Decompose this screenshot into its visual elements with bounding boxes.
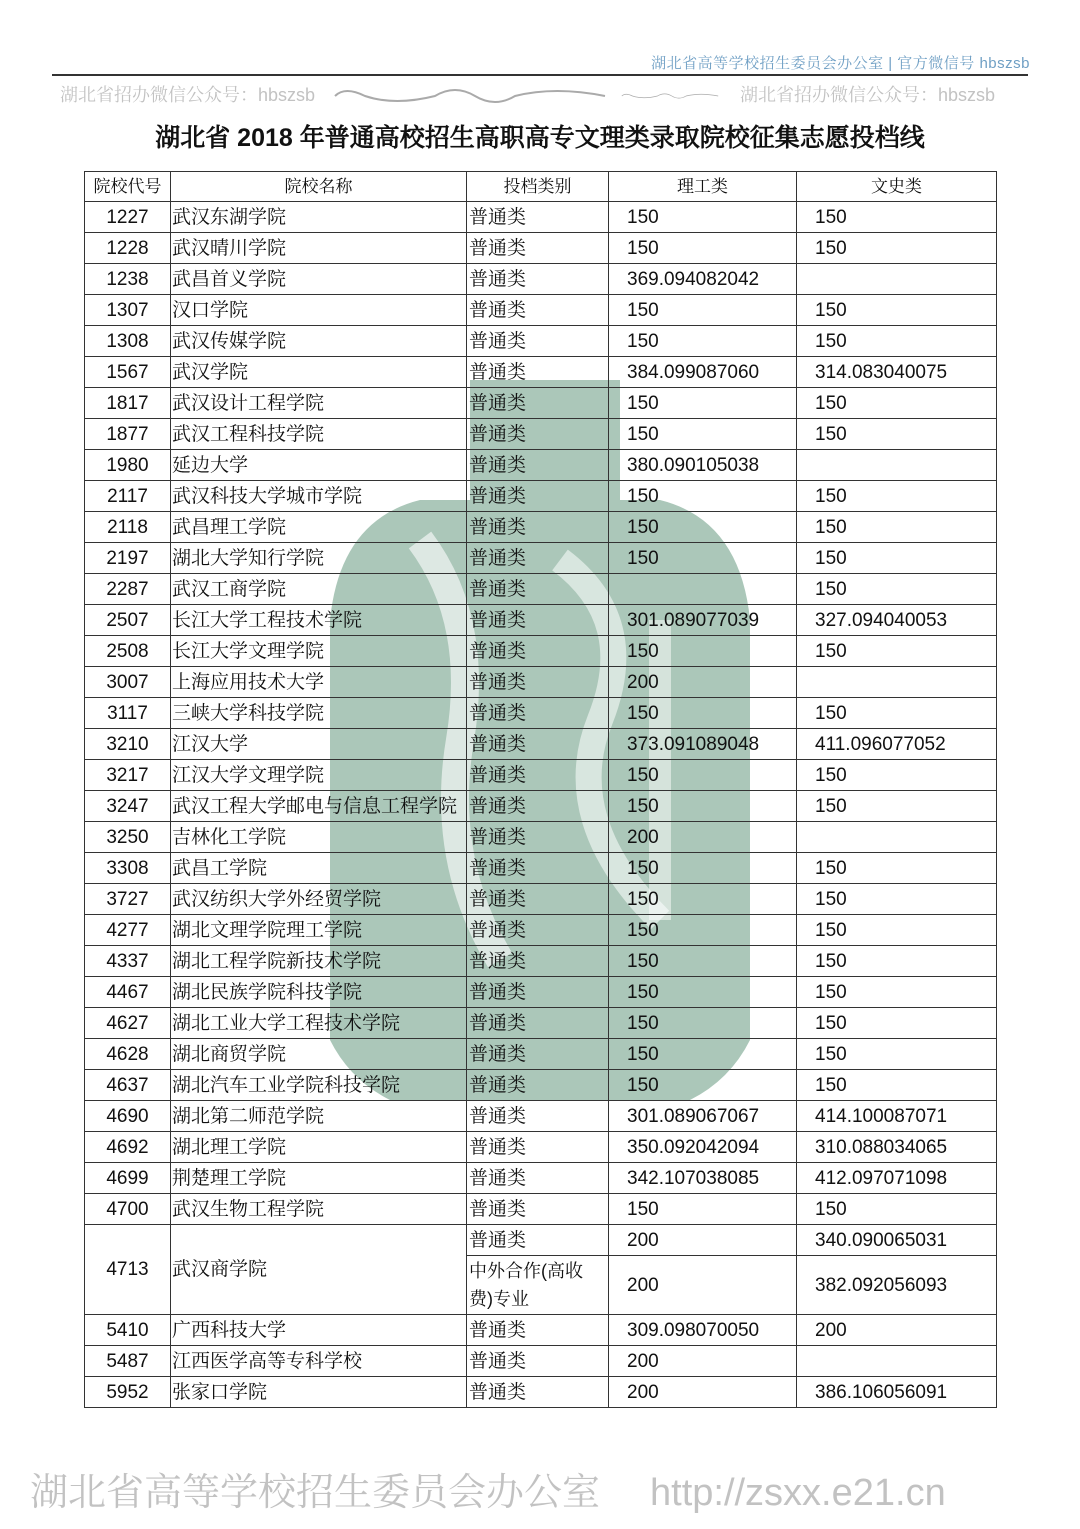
school-code-cell: 4637 — [85, 1070, 171, 1101]
science-score-cell: 380.090105038 — [609, 450, 797, 481]
arts-score-cell — [797, 450, 997, 481]
arts-score-cell: 150 — [797, 791, 997, 822]
school-name-cell: 湖北第二师范学院 — [171, 1101, 467, 1132]
school-code-cell: 2117 — [85, 481, 171, 512]
arts-score-cell: 150 — [797, 295, 997, 326]
science-score-cell: 150 — [609, 1194, 797, 1225]
admission-type-cell: 普通类 — [467, 357, 609, 388]
school-code-cell: 3250 — [85, 822, 171, 853]
school-code-cell: 2508 — [85, 636, 171, 667]
science-score-cell: 369.094082042 — [609, 264, 797, 295]
arts-score-cell: 386.106056091 — [797, 1377, 997, 1408]
science-score-cell: 150 — [609, 915, 797, 946]
table-row — [85, 419, 997, 450]
table-row — [85, 1101, 997, 1132]
science-score-cell: 200 — [609, 1225, 797, 1256]
school-code-cell: 4692 — [85, 1132, 171, 1163]
school-name-cell: 汉口学院 — [171, 295, 467, 326]
school-name-cell: 湖北民族学院科技学院 — [171, 977, 467, 1008]
admission-type-cell: 普通类 — [467, 977, 609, 1008]
admission-type-cell: 普通类 — [467, 1346, 609, 1377]
admission-table — [84, 171, 997, 1408]
school-name-cell: 湖北工业大学工程技术学院 — [171, 1008, 467, 1039]
school-name-cell: 张家口学院 — [171, 1377, 467, 1408]
school-name-cell: 武汉工商学院 — [171, 574, 467, 605]
column-header-arts: 文史类 — [797, 172, 997, 202]
science-score-cell — [609, 574, 797, 605]
arts-score-cell — [797, 667, 997, 698]
arts-score-cell: 150 — [797, 698, 997, 729]
table-row — [85, 1377, 997, 1408]
table-row — [85, 543, 997, 574]
school-name-cell: 武汉晴川学院 — [171, 233, 467, 264]
science-score-cell: 384.099087060 — [609, 357, 797, 388]
table-row — [85, 357, 997, 388]
science-score-cell: 150 — [609, 946, 797, 977]
admission-type-cell: 普通类 — [467, 605, 609, 636]
admission-type-cell: 普通类 — [467, 1039, 609, 1070]
arts-score-cell: 414.100087071 — [797, 1101, 997, 1132]
watermark-office: 湖北省高等学校招生委员会办公室 — [30, 1472, 601, 1514]
arts-score-cell: 340.090065031 — [797, 1225, 997, 1256]
table-row — [85, 1346, 997, 1377]
swirl-ornament-icon — [330, 84, 610, 108]
admission-type-cell: 普通类 — [467, 791, 609, 822]
science-score-cell: 150 — [609, 233, 797, 264]
table-body — [85, 202, 997, 1408]
admission-type-cell: 普通类 — [467, 1163, 609, 1194]
page-title: 湖北省 2018 年普通高校招生高职高专文理类录取院校征集志愿投档线 — [155, 124, 925, 152]
science-score-cell: 150 — [609, 1008, 797, 1039]
arts-score-cell: 412.097071098 — [797, 1163, 997, 1194]
science-score-cell: 150 — [609, 202, 797, 233]
table-row — [85, 822, 997, 853]
school-name-cell: 武汉东湖学院 — [171, 202, 467, 233]
table-row — [85, 1194, 997, 1225]
school-code-cell: 2118 — [85, 512, 171, 543]
school-code-cell: 1238 — [85, 264, 171, 295]
school-code-cell: 1308 — [85, 326, 171, 357]
school-code-cell: 3247 — [85, 791, 171, 822]
admission-type-cell: 普通类 — [467, 1008, 609, 1039]
column-header-name: 院校名称 — [171, 172, 467, 202]
school-name-cell: 三峡大学科技学院 — [171, 698, 467, 729]
science-score-cell: 342.107038085 — [609, 1163, 797, 1194]
arts-score-cell: 150 — [797, 543, 997, 574]
table-row — [85, 1315, 997, 1346]
science-score-cell: 373.091089048 — [609, 729, 797, 760]
science-score-cell: 150 — [609, 388, 797, 419]
science-score-cell: 150 — [609, 977, 797, 1008]
school-name-cell: 武汉科技大学城市学院 — [171, 481, 467, 512]
admission-type-cell: 普通类 — [467, 698, 609, 729]
science-score-cell: 200 — [609, 1346, 797, 1377]
school-name-cell: 武昌工学院 — [171, 853, 467, 884]
admission-type-cell: 普通类 — [467, 202, 609, 233]
table-row — [85, 481, 997, 512]
table-row — [85, 667, 997, 698]
table-row — [85, 295, 997, 326]
arts-score-cell: 150 — [797, 1039, 997, 1070]
admission-type-cell: 普通类 — [467, 326, 609, 357]
school-code-cell: 5410 — [85, 1315, 171, 1346]
school-code-cell: 1980 — [85, 450, 171, 481]
arts-score-cell: 150 — [797, 388, 997, 419]
school-code-cell: 1817 — [85, 388, 171, 419]
table-row — [85, 729, 997, 760]
table-row — [85, 1008, 997, 1039]
school-code-cell: 2507 — [85, 605, 171, 636]
table-row — [85, 605, 997, 636]
admission-type-cell: 普通类 — [467, 481, 609, 512]
admission-type-cell: 普通类 — [467, 1225, 609, 1256]
watermark-wechat-top: 湖北省招办微信公众号：hbszsb — [60, 85, 316, 105]
admission-type-cell: 普通类 — [467, 915, 609, 946]
science-score-cell: 150 — [609, 295, 797, 326]
arts-score-cell: 150 — [797, 884, 997, 915]
table-row — [85, 1225, 997, 1256]
school-code-cell: 5952 — [85, 1377, 171, 1408]
table-row — [85, 264, 997, 295]
arts-score-cell: 411.096077052 — [797, 729, 997, 760]
table-row — [85, 388, 997, 419]
science-score-cell: 150 — [609, 326, 797, 357]
school-code-cell: 4690 — [85, 1101, 171, 1132]
arts-score-cell — [797, 1346, 997, 1377]
school-name-cell: 长江大学文理学院 — [171, 636, 467, 667]
school-name-cell: 湖北理工学院 — [171, 1132, 467, 1163]
science-score-cell: 200 — [609, 1256, 797, 1315]
school-code-cell: 4699 — [85, 1163, 171, 1194]
table-header-row — [85, 172, 997, 202]
school-name-cell: 湖北工程学院新技术学院 — [171, 946, 467, 977]
school-code-cell: 3117 — [85, 698, 171, 729]
arts-score-cell: 314.083040075 — [797, 357, 997, 388]
table-row — [85, 512, 997, 543]
admission-type-cell: 普通类 — [467, 946, 609, 977]
admission-type-cell: 普通类 — [467, 729, 609, 760]
school-code-cell: 1228 — [85, 233, 171, 264]
school-code-cell: 4467 — [85, 977, 171, 1008]
admission-type-cell: 普通类 — [467, 233, 609, 264]
science-score-cell: 150 — [609, 884, 797, 915]
school-name-cell: 江汉大学 — [171, 729, 467, 760]
watermark-url: http://zsxx.e21.cn — [650, 1472, 946, 1514]
header-org-text: 湖北省高等学校招生委员会办公室 | 官方微信号 hbszsb — [651, 55, 1030, 72]
science-score-cell: 200 — [609, 1377, 797, 1408]
school-code-cell: 2287 — [85, 574, 171, 605]
arts-score-cell: 150 — [797, 853, 997, 884]
school-name-cell: 湖北汽车工业学院科技学院 — [171, 1070, 467, 1101]
school-name-cell: 武昌首义学院 — [171, 264, 467, 295]
table-row — [85, 760, 997, 791]
school-code-cell: 5487 — [85, 1346, 171, 1377]
table-row — [85, 946, 997, 977]
school-code-cell: 4700 — [85, 1194, 171, 1225]
arts-score-cell: 150 — [797, 1008, 997, 1039]
table-row — [85, 1070, 997, 1101]
admission-type-cell: 普通类 — [467, 853, 609, 884]
arts-score-cell: 150 — [797, 574, 997, 605]
school-code-cell: 3217 — [85, 760, 171, 791]
science-score-cell: 150 — [609, 1070, 797, 1101]
arts-score-cell: 150 — [797, 636, 997, 667]
admission-type-cell: 普通类 — [467, 1315, 609, 1346]
arts-score-cell: 310.088034065 — [797, 1132, 997, 1163]
school-name-cell: 武昌理工学院 — [171, 512, 467, 543]
admission-type-cell: 中外合作(高收费)专业 — [467, 1256, 609, 1315]
admission-type-cell: 普通类 — [467, 1194, 609, 1225]
admission-type-cell: 普通类 — [467, 1070, 609, 1101]
science-score-cell: 150 — [609, 1039, 797, 1070]
admission-type-cell: 普通类 — [467, 822, 609, 853]
school-code-cell: 2197 — [85, 543, 171, 574]
table-row — [85, 791, 997, 822]
watermark-wechat-bottom: 湖北省招办微信公众号：hbszsb — [740, 85, 996, 105]
admission-type-cell: 普通类 — [467, 574, 609, 605]
admission-type-cell: 普通类 — [467, 419, 609, 450]
school-name-cell: 荆楚理工学院 — [171, 1163, 467, 1194]
school-name-cell: 上海应用技术大学 — [171, 667, 467, 698]
arts-score-cell: 150 — [797, 977, 997, 1008]
school-name-cell: 延边大学 — [171, 450, 467, 481]
school-code-cell: 1567 — [85, 357, 171, 388]
science-score-cell: 150 — [609, 698, 797, 729]
admission-type-cell: 普通类 — [467, 636, 609, 667]
school-code-cell: 3210 — [85, 729, 171, 760]
school-code-cell: 4627 — [85, 1008, 171, 1039]
school-code-cell: 3727 — [85, 884, 171, 915]
school-name-cell: 江西医学高等专科学校 — [171, 1346, 467, 1377]
admission-type-cell: 普通类 — [467, 667, 609, 698]
table-row — [85, 1039, 997, 1070]
school-name-cell: 武汉纺织大学外经贸学院 — [171, 884, 467, 915]
admission-type-cell: 普通类 — [467, 1377, 609, 1408]
table-row — [85, 1163, 997, 1194]
arts-score-cell: 150 — [797, 760, 997, 791]
science-score-cell: 150 — [609, 543, 797, 574]
school-code-cell: 1877 — [85, 419, 171, 450]
school-name-cell: 武汉商学院 — [171, 1225, 467, 1315]
school-name-cell: 长江大学工程技术学院 — [171, 605, 467, 636]
arts-score-cell — [797, 822, 997, 853]
arts-score-cell: 150 — [797, 326, 997, 357]
admission-type-cell: 普通类 — [467, 543, 609, 574]
admission-type-cell: 普通类 — [467, 450, 609, 481]
science-score-cell: 301.089077039 — [609, 605, 797, 636]
admission-type-cell: 普通类 — [467, 388, 609, 419]
school-name-cell: 武汉设计工程学院 — [171, 388, 467, 419]
arts-score-cell: 200 — [797, 1315, 997, 1346]
admission-type-cell: 普通类 — [467, 295, 609, 326]
table-row — [85, 233, 997, 264]
table-row — [85, 884, 997, 915]
school-name-cell: 江汉大学文理学院 — [171, 760, 467, 791]
science-score-cell: 150 — [609, 512, 797, 543]
science-score-cell: 150 — [609, 419, 797, 450]
school-name-cell: 吉林化工学院 — [171, 822, 467, 853]
admission-type-cell: 普通类 — [467, 264, 609, 295]
column-header-type: 投档类别 — [467, 172, 609, 202]
admission-type-cell: 普通类 — [467, 760, 609, 791]
science-score-cell: 309.098070050 — [609, 1315, 797, 1346]
table-row — [85, 977, 997, 1008]
arts-score-cell: 150 — [797, 512, 997, 543]
table-row — [85, 915, 997, 946]
table-row — [85, 326, 997, 357]
school-name-cell: 湖北商贸学院 — [171, 1039, 467, 1070]
admission-type-cell: 普通类 — [467, 1101, 609, 1132]
science-score-cell: 301.089067067 — [609, 1101, 797, 1132]
science-score-cell: 200 — [609, 822, 797, 853]
arts-score-cell: 150 — [797, 202, 997, 233]
arts-score-cell: 150 — [797, 481, 997, 512]
arts-score-cell: 150 — [797, 915, 997, 946]
column-header-code: 院校代号 — [85, 172, 171, 202]
arts-score-cell: 327.094040053 — [797, 605, 997, 636]
school-name-cell: 湖北大学知行学院 — [171, 543, 467, 574]
arts-score-cell: 150 — [797, 1194, 997, 1225]
school-code-cell: 3308 — [85, 853, 171, 884]
arts-score-cell: 382.092056093 — [797, 1256, 997, 1315]
arts-score-cell — [797, 264, 997, 295]
swirl-ornament-icon — [620, 84, 720, 108]
science-score-cell: 150 — [609, 760, 797, 791]
admission-type-cell: 普通类 — [467, 1132, 609, 1163]
school-code-cell: 1227 — [85, 202, 171, 233]
school-name-cell: 广西科技大学 — [171, 1315, 467, 1346]
table-row — [85, 574, 997, 605]
science-score-cell: 200 — [609, 667, 797, 698]
table-row — [85, 853, 997, 884]
school-name-cell: 武汉学院 — [171, 357, 467, 388]
table-row — [85, 698, 997, 729]
table-row — [85, 202, 997, 233]
school-name-cell: 武汉生物工程学院 — [171, 1194, 467, 1225]
table-row — [85, 636, 997, 667]
arts-score-cell: 150 — [797, 946, 997, 977]
school-name-cell: 武汉工程大学邮电与信息工程学院 — [171, 791, 467, 822]
table-row — [85, 1132, 997, 1163]
school-code-cell: 4628 — [85, 1039, 171, 1070]
science-score-cell: 150 — [609, 481, 797, 512]
arts-score-cell: 150 — [797, 419, 997, 450]
school-name-cell: 武汉工程科技学院 — [171, 419, 467, 450]
arts-score-cell: 150 — [797, 233, 997, 264]
school-code-cell: 4337 — [85, 946, 171, 977]
school-code-cell: 4277 — [85, 915, 171, 946]
science-score-cell: 150 — [609, 636, 797, 667]
science-score-cell: 350.092042094 — [609, 1132, 797, 1163]
header-divider — [52, 74, 1028, 76]
science-score-cell: 150 — [609, 791, 797, 822]
school-name-cell: 武汉传媒学院 — [171, 326, 467, 357]
school-code-cell: 1307 — [85, 295, 171, 326]
arts-score-cell: 150 — [797, 1070, 997, 1101]
school-code-cell: 3007 — [85, 667, 171, 698]
science-score-cell: 150 — [609, 853, 797, 884]
admission-type-cell: 普通类 — [467, 884, 609, 915]
admission-type-cell: 普通类 — [467, 512, 609, 543]
school-code-cell: 4713 — [85, 1225, 171, 1315]
table-row — [85, 450, 997, 481]
school-name-cell: 湖北文理学院理工学院 — [171, 915, 467, 946]
column-header-science: 理工类 — [609, 172, 797, 202]
